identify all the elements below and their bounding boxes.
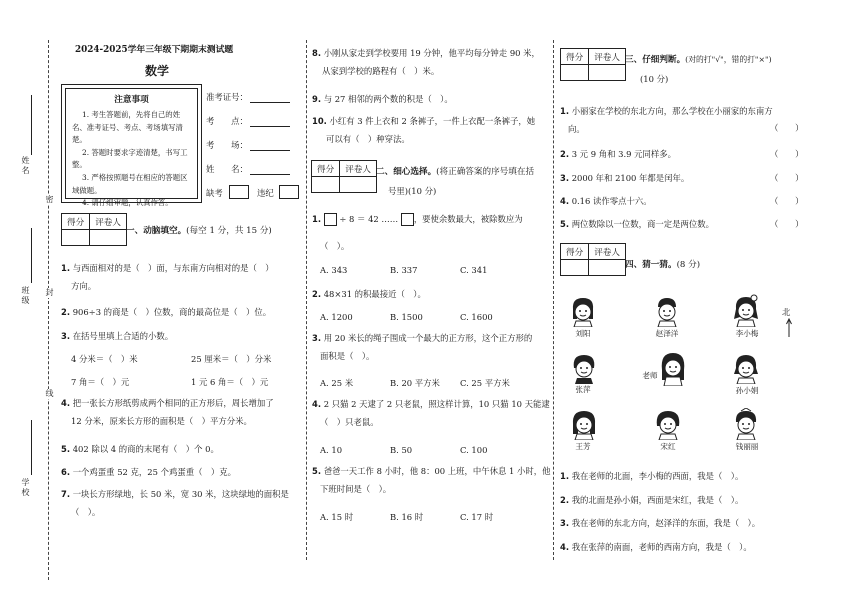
question-2-3: 3. 用 20 米长的绳子围成一个最大的正方形，这个正方形的 面积是（ ）。 [312, 333, 533, 361]
question-1-5: 5. 402 除以 4 的商的末尾有（ ）个 0。 [61, 444, 219, 454]
notice-heading: 注意事项 [114, 95, 149, 105]
site-label: 考 点： [206, 116, 248, 126]
question-1-3b-right: 1 元 6 角＝（ ）元 [191, 377, 269, 387]
option-a[interactable]: A. 1200 [320, 312, 353, 322]
side-class-label: 班级 [21, 286, 30, 306]
exam-no-field[interactable] [250, 102, 290, 103]
option-b[interactable]: B. 16 时 [390, 512, 424, 522]
seal-mi: 密 [45, 195, 54, 205]
kid-name: 孙小娟 [735, 386, 759, 395]
question-2-5: 5. 爸爸一天工作 8 小时，他 8：00 上班，中午休息 1 小时，他 下班时间是（ ）。 [312, 466, 551, 494]
subject-title: 数学 [145, 64, 170, 78]
kid-name: 王芳 [575, 442, 591, 451]
score-cell[interactable] [312, 177, 340, 193]
binding-line [48, 40, 49, 580]
option-a[interactable]: A. 343 [320, 265, 348, 275]
blank-box[interactable] [401, 213, 414, 226]
question-3-4: 4. 0.16 读作零点十六。 [560, 196, 652, 206]
grader-cell[interactable] [589, 65, 626, 81]
kid-avatar-icon [570, 352, 598, 384]
notice-item: 1. 考生答题前，先将自己的姓名、准考证号、考点、考场填写清楚。 [72, 110, 183, 145]
column-divider-2 [553, 40, 554, 560]
option-b[interactable]: B. 337 [390, 265, 418, 275]
score-label: 得分 [561, 244, 589, 260]
kid-avatar-icon [570, 408, 598, 440]
room-label: 考 场： [206, 140, 248, 150]
question-1-7: 7. 一块长方形绿地，长 50 米，宽 30 米，这块绿地的面积是 （ ）。 [61, 489, 289, 517]
question-1-1: 1. 与西面相对的是（ ）面，与东南方向相对的是（ ） 方向。 [61, 263, 274, 291]
judge-paren[interactable]: （ ） [770, 123, 804, 133]
side-school-label: 学校 [21, 478, 30, 498]
seal-feng: 封 [45, 288, 54, 298]
question-4-3: 3. 我在老师的东北方向，赵泽洋的东面，我是（ ）。 [560, 518, 761, 528]
question-1-6: 6. 一个鸡蛋重 52 克，25 个鸡蛋重（ ）克。 [61, 467, 236, 477]
name-label: 姓 名： [206, 164, 248, 174]
option-a[interactable]: A. 25 米 [320, 378, 354, 388]
section-3-note-2: (10 分) [640, 74, 669, 84]
section-1-heading [126, 224, 272, 236]
blank-box[interactable] [324, 213, 337, 226]
option-b[interactable]: B. 1500 [390, 312, 423, 322]
option-c[interactable]: C. 341 [460, 265, 488, 275]
score-box-1 [61, 213, 127, 246]
column-divider-1 [306, 40, 307, 560]
section-2-note: (将正确答案的序号填在括 [436, 167, 535, 177]
question-1-3a-right: 25 厘米＝（ ）分米 [191, 354, 272, 364]
site-field[interactable] [250, 126, 290, 127]
section-3-heading [625, 53, 772, 65]
violation-checkbox[interactable] [279, 185, 299, 199]
question-4-4: 4. 我在张萍的南面，老师的西南方向，我是（ ）。 [560, 542, 752, 552]
violation-label: 违纪 [257, 188, 274, 198]
section-3-note: (对的打"√"，错的打"×") [685, 55, 772, 64]
kid-name: 张萍 [575, 385, 591, 394]
section-4-title: 四、猜一猜。 [625, 260, 677, 270]
notice-item: 3. 严格按照题号在相应的答题区域做题。 [72, 172, 188, 195]
grader-label: 评卷人 [589, 244, 626, 260]
kid-avatar-icon [654, 408, 682, 440]
score-box-4 [560, 243, 626, 276]
kid-avatar-icon [732, 293, 760, 327]
seal-xian: 线 [45, 389, 54, 399]
side-name-label: 姓名 [21, 156, 30, 176]
section-3-title: 三、仔细判断。 [625, 55, 686, 65]
grader-label: 评卷人 [90, 214, 127, 230]
question-2-1-paren: （ ）。 [320, 241, 350, 251]
judge-paren[interactable]: （ ） [770, 173, 804, 183]
question-1-4: 4. 把一张长方形纸剪成两个相同的正方形后，周长增加了 12 分米，原来长方形的面积是（ ）平方分米。 [61, 398, 274, 426]
score-box-3 [560, 48, 626, 81]
score-label: 得分 [312, 161, 340, 177]
question-1-3: 3. 在括号里填上合适的小数。 [61, 331, 174, 341]
question-1-10: 10. 小红有 3 件上衣和 2 条裤子，一件上衣配一条裤子，她 可以有（ ）种穿法。 [312, 116, 536, 144]
score-label: 得分 [561, 49, 589, 65]
section-1-note: (每空 1 分，共 15 分) [186, 226, 272, 236]
score-cell[interactable] [62, 230, 90, 246]
notice-item: 4. 请仔细审题，认真作答。 [82, 198, 173, 208]
score-box-2 [311, 160, 377, 193]
name-underline [31, 95, 33, 155]
judge-paren[interactable]: （ ） [770, 149, 804, 159]
question-3-3: 3. 2000 年和 2100 年都是闰年。 [560, 173, 690, 183]
option-b[interactable]: B. 50 [390, 445, 413, 455]
option-c[interactable]: C. 25 平方米 [460, 378, 510, 388]
section-2-heading [376, 165, 534, 177]
section-2-title: 二、细心选择。 [376, 167, 437, 177]
kid-name: 宋红 [660, 442, 676, 451]
notice-box [61, 84, 202, 208]
kid-avatar-icon [732, 408, 760, 440]
option-c[interactable]: C. 17 时 [460, 512, 494, 522]
name-field[interactable] [250, 174, 290, 175]
section-4-heading [625, 258, 700, 270]
position-picture [560, 290, 800, 458]
score-label: 得分 [62, 214, 90, 230]
kid-name: 赵泽洋 [655, 329, 679, 338]
notice-item: 2. 答题时要求字迹清楚，书写工整。 [72, 147, 188, 170]
score-cell[interactable] [561, 65, 589, 81]
question-1-9: 9. 与 27 相邻的两个数的积是（ ）。 [312, 94, 453, 104]
question-3-1: 1. 小丽家在学校的东北方向，那么学校在小丽家的东南方 向。 [560, 106, 773, 134]
north-label: 北 [782, 307, 791, 317]
question-4-1: 1. 我在老师的北面，李小梅的西面，我是（ ）。 [560, 471, 744, 481]
missing-label: 缺考 [206, 188, 223, 198]
kid-name: 李小梅 [735, 329, 759, 338]
question-1-2: 2. 906÷3 的商是（ ）位数，商的最高位是（ ）位。 [61, 307, 272, 317]
question-1-8: 8. 小刚从家走到学校要用 19 分钟，他平均每分钟走 90 米， 从家到学校的路程有（ ）米。 [312, 48, 540, 76]
section-2-note-2: 号里)(10 分) [388, 186, 437, 196]
option-c[interactable]: C. 100 [460, 445, 488, 455]
kid-name: 刘阳 [575, 329, 591, 338]
question-2-2: 2. 48×31 的积最接近（ ）。 [312, 289, 426, 299]
room-field[interactable] [250, 150, 290, 151]
exam-no-label: 准考证号： [206, 92, 248, 102]
judge-paren[interactable]: （ ） [770, 219, 804, 229]
option-a[interactable]: A. 10 [320, 445, 343, 455]
question-1-3b-left: 7 角＝（ ）元 [71, 377, 130, 387]
option-a[interactable]: A. 15 时 [320, 512, 354, 522]
question-2-4: 4. 2 只猫 2 天逮了 2 只老鼠，照这样计算，10 只猫 10 天能逮 （ ）只老鼠。 [312, 399, 550, 427]
question-1-3a-left: 4 分米＝（ ）米 [71, 354, 138, 364]
score-cell[interactable] [561, 260, 589, 276]
kid-avatar-icon [732, 352, 760, 384]
section-4-note: (8 分) [676, 260, 701, 270]
exam-title: 2024-2025学年三年级下期期末测试题 [75, 45, 234, 55]
kid-avatar-icon [570, 295, 596, 327]
question-4-2: 2. 我的北面是孙小娟，西面是宋红，我是（ ）。 [560, 495, 744, 505]
grader-cell[interactable] [90, 230, 127, 246]
option-c[interactable]: C. 1600 [460, 312, 493, 322]
question-2-1: 1. ÷ 8 ＝ 42 …… ，要使余数最大，被除数应为 [312, 214, 523, 224]
teacher-avatar-icon [658, 350, 688, 386]
judge-paren[interactable]: （ ） [770, 196, 804, 206]
north-arrow-icon [786, 318, 792, 338]
kid-name: 老师 [642, 371, 658, 380]
grader-label: 评卷人 [340, 161, 377, 177]
grader-label: 评卷人 [589, 49, 626, 65]
question-3-5: 5. 两位数除以一位数，商一定是两位数。 [560, 219, 715, 229]
grader-cell[interactable] [340, 177, 377, 193]
section-1-title: 一、动脑填空。 [126, 226, 187, 236]
option-b[interactable]: B. 20 平方米 [390, 378, 440, 388]
kid-avatar-icon [654, 295, 680, 327]
missing-checkbox[interactable] [229, 185, 249, 199]
grader-cell[interactable] [589, 260, 626, 276]
school-underline [31, 420, 33, 475]
question-3-2: 2. 3 元 9 角和 3.9 元同样多。 [560, 149, 676, 159]
kid-name: 钱丽丽 [735, 442, 759, 451]
class-underline [31, 228, 33, 283]
